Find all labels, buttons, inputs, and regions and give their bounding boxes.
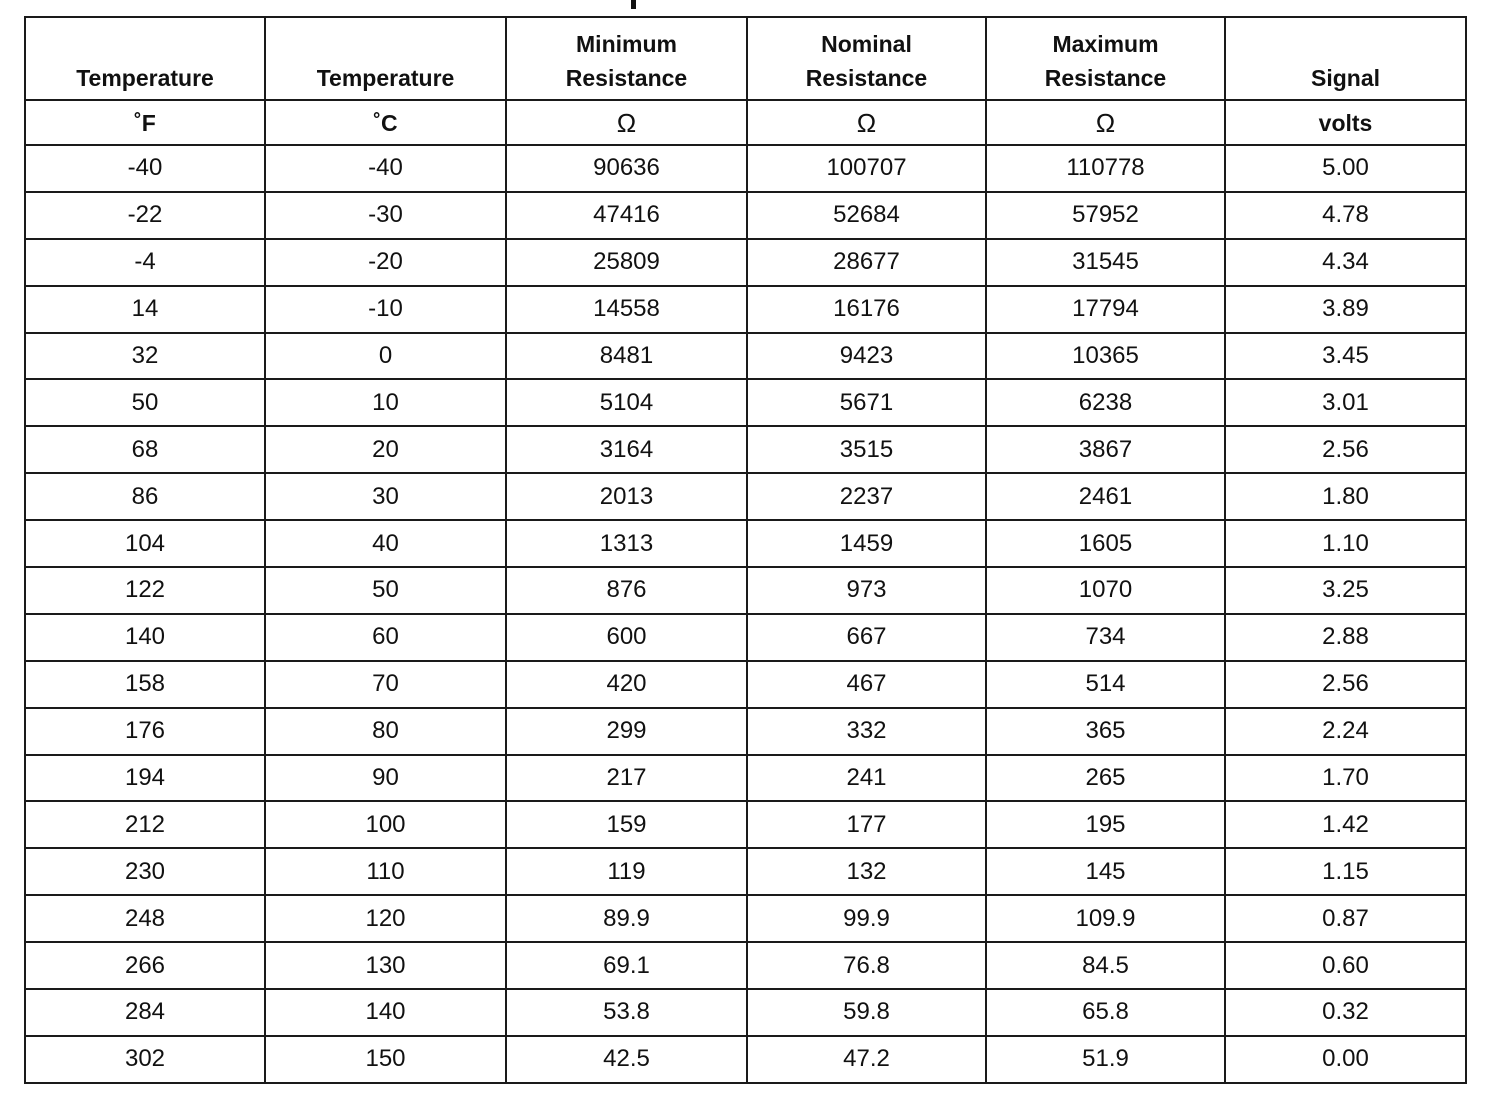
cell-max-resistance: 57952: [986, 192, 1225, 239]
cell-temp-f: 302: [25, 1036, 265, 1083]
cell-max-resistance: 1070: [986, 567, 1225, 614]
cell-temp-c: 0: [265, 333, 506, 380]
cell-signal-volts: 2.88: [1225, 614, 1466, 661]
cell-max-resistance: 51.9: [986, 1036, 1225, 1083]
cell-temp-f: 140: [25, 614, 265, 661]
table-row: [25, 614, 1466, 661]
cell-temp-c: 120: [265, 895, 506, 942]
cell-signal-volts: 1.15: [1225, 848, 1466, 895]
header-temperature-c: Temperature: [265, 17, 506, 100]
table-row: [25, 379, 1466, 426]
table-row: [25, 567, 1466, 614]
table-row: [25, 239, 1466, 286]
cell-signal-volts: 3.01: [1225, 379, 1466, 426]
cell-max-resistance: 2461: [986, 473, 1225, 520]
cell-temp-c: -10: [265, 286, 506, 333]
cell-temp-f: 212: [25, 801, 265, 848]
cell-min-resistance: 600: [506, 614, 747, 661]
cell-temp-c: 10: [265, 379, 506, 426]
cell-temp-f: 248: [25, 895, 265, 942]
cell-min-resistance: 42.5: [506, 1036, 747, 1083]
table-row: [25, 942, 1466, 989]
cell-temp-f: 194: [25, 755, 265, 802]
cell-nominal-resistance: 9423: [747, 333, 986, 380]
table-row: [25, 520, 1466, 567]
cell-min-resistance: 47416: [506, 192, 747, 239]
cell-max-resistance: 65.8: [986, 989, 1225, 1036]
cell-signal-volts: 0.87: [1225, 895, 1466, 942]
cell-min-resistance: 876: [506, 567, 747, 614]
header-maximum-resistance: Maximum Resistance: [986, 17, 1225, 100]
cell-temp-f: 176: [25, 708, 265, 755]
cell-temp-f: 14: [25, 286, 265, 333]
cell-temp-f: 230: [25, 848, 265, 895]
cell-temp-f: 104: [25, 520, 265, 567]
cell-signal-volts: 5.00: [1225, 145, 1466, 192]
cell-max-resistance: 17794: [986, 286, 1225, 333]
cell-temp-f: -22: [25, 192, 265, 239]
cell-temp-f: 50: [25, 379, 265, 426]
unit-ohm-max: Ω: [986, 100, 1225, 145]
unit-volts: volts: [1225, 100, 1466, 145]
cell-min-resistance: 3164: [506, 426, 747, 473]
cell-min-resistance: 90636: [506, 145, 747, 192]
cell-signal-volts: 2.56: [1225, 426, 1466, 473]
cell-max-resistance: 6238: [986, 379, 1225, 426]
cell-max-resistance: 145: [986, 848, 1225, 895]
cell-temp-c: 80: [265, 708, 506, 755]
cell-temp-f: 32: [25, 333, 265, 380]
cell-temp-c: 140: [265, 989, 506, 1036]
cell-min-resistance: 89.9: [506, 895, 747, 942]
cell-nominal-resistance: 241: [747, 755, 986, 802]
cell-max-resistance: 110778: [986, 145, 1225, 192]
header-signal: Signal: [1225, 17, 1466, 100]
cell-max-resistance: 195: [986, 801, 1225, 848]
cell-signal-volts: 2.24: [1225, 708, 1466, 755]
table-row: [25, 708, 1466, 755]
cell-max-resistance: 109.9: [986, 895, 1225, 942]
cell-signal-volts: 1.80: [1225, 473, 1466, 520]
table-body: [25, 145, 1466, 1083]
cell-min-resistance: 69.1: [506, 942, 747, 989]
cell-max-resistance: 365: [986, 708, 1225, 755]
cell-max-resistance: 734: [986, 614, 1225, 661]
cropped-title-fragment: [631, 0, 636, 9]
cell-min-resistance: 8481: [506, 333, 747, 380]
cell-temp-f: 86: [25, 473, 265, 520]
cell-nominal-resistance: 467: [747, 661, 986, 708]
cell-signal-volts: 0.00: [1225, 1036, 1466, 1083]
temperature-resistance-table: [24, 16, 1467, 1084]
cell-temp-f: -4: [25, 239, 265, 286]
table-row: [25, 1036, 1466, 1083]
cell-temp-c: 130: [265, 942, 506, 989]
cell-min-resistance: 2013: [506, 473, 747, 520]
unit-fahrenheit: ˚F: [25, 100, 265, 145]
table-row: [25, 895, 1466, 942]
cell-nominal-resistance: 332: [747, 708, 986, 755]
table-row: [25, 755, 1466, 802]
cell-signal-volts: 3.25: [1225, 567, 1466, 614]
header-temperature-f: Temperature: [25, 17, 265, 100]
cell-min-resistance: 159: [506, 801, 747, 848]
unit-ohm-min: Ω: [506, 100, 747, 145]
cell-min-resistance: 5104: [506, 379, 747, 426]
cell-min-resistance: 119: [506, 848, 747, 895]
cell-max-resistance: 1605: [986, 520, 1225, 567]
cell-temp-c: 70: [265, 661, 506, 708]
cell-nominal-resistance: 177: [747, 801, 986, 848]
cell-temp-c: 20: [265, 426, 506, 473]
header-nominal-resistance: Nominal Resistance: [747, 17, 986, 100]
cell-signal-volts: 3.45: [1225, 333, 1466, 380]
cell-min-resistance: 25809: [506, 239, 747, 286]
cell-nominal-resistance: 28677: [747, 239, 986, 286]
cell-nominal-resistance: 667: [747, 614, 986, 661]
table-row: [25, 473, 1466, 520]
unit-celsius: ˚C: [265, 100, 506, 145]
cell-min-resistance: 1313: [506, 520, 747, 567]
cell-min-resistance: 217: [506, 755, 747, 802]
cell-temp-c: -20: [265, 239, 506, 286]
cell-nominal-resistance: 5671: [747, 379, 986, 426]
cell-nominal-resistance: 132: [747, 848, 986, 895]
cell-temp-f: 158: [25, 661, 265, 708]
cell-temp-c: 30: [265, 473, 506, 520]
cell-nominal-resistance: 973: [747, 567, 986, 614]
table-row: [25, 989, 1466, 1036]
cell-nominal-resistance: 99.9: [747, 895, 986, 942]
cell-nominal-resistance: 100707: [747, 145, 986, 192]
table-row: [25, 333, 1466, 380]
cell-temp-c: 110: [265, 848, 506, 895]
cell-min-resistance: 53.8: [506, 989, 747, 1036]
cell-nominal-resistance: 2237: [747, 473, 986, 520]
header-row: [25, 17, 1466, 100]
cell-temp-c: -30: [265, 192, 506, 239]
table-row: [25, 848, 1466, 895]
table-row: [25, 286, 1466, 333]
cell-signal-volts: 1.42: [1225, 801, 1466, 848]
cell-min-resistance: 420: [506, 661, 747, 708]
cell-temp-c: 50: [265, 567, 506, 614]
header-minimum-resistance: Minimum Resistance: [506, 17, 747, 100]
cell-max-resistance: 3867: [986, 426, 1225, 473]
cell-max-resistance: 84.5: [986, 942, 1225, 989]
cell-max-resistance: 31545: [986, 239, 1225, 286]
cell-temp-c: -40: [265, 145, 506, 192]
cell-signal-volts: 1.70: [1225, 755, 1466, 802]
table-row: [25, 801, 1466, 848]
cell-nominal-resistance: 59.8: [747, 989, 986, 1036]
unit-ohm-nominal: Ω: [747, 100, 986, 145]
cell-temp-c: 100: [265, 801, 506, 848]
cell-nominal-resistance: 16176: [747, 286, 986, 333]
cell-nominal-resistance: 47.2: [747, 1036, 986, 1083]
cell-nominal-resistance: 76.8: [747, 942, 986, 989]
table-row: [25, 426, 1466, 473]
unit-row: [25, 100, 1466, 145]
cell-signal-volts: 0.32: [1225, 989, 1466, 1036]
cell-nominal-resistance: 1459: [747, 520, 986, 567]
cell-min-resistance: 14558: [506, 286, 747, 333]
cell-nominal-resistance: 3515: [747, 426, 986, 473]
cell-temp-f: 122: [25, 567, 265, 614]
cell-temp-c: 90: [265, 755, 506, 802]
cell-temp-f: 284: [25, 989, 265, 1036]
cell-max-resistance: 10365: [986, 333, 1225, 380]
cell-signal-volts: 4.78: [1225, 192, 1466, 239]
cell-signal-volts: 0.60: [1225, 942, 1466, 989]
table-row: [25, 145, 1466, 192]
cell-temp-c: 40: [265, 520, 506, 567]
cell-signal-volts: 2.56: [1225, 661, 1466, 708]
table-row: [25, 661, 1466, 708]
cell-temp-f: 266: [25, 942, 265, 989]
cell-temp-c: 150: [265, 1036, 506, 1083]
cell-temp-f: -40: [25, 145, 265, 192]
cell-nominal-resistance: 52684: [747, 192, 986, 239]
cell-max-resistance: 265: [986, 755, 1225, 802]
table-row: [25, 192, 1466, 239]
cell-signal-volts: 3.89: [1225, 286, 1466, 333]
cell-signal-volts: 1.10: [1225, 520, 1466, 567]
cell-min-resistance: 299: [506, 708, 747, 755]
cell-temp-f: 68: [25, 426, 265, 473]
cell-signal-volts: 4.34: [1225, 239, 1466, 286]
cell-temp-c: 60: [265, 614, 506, 661]
cell-max-resistance: 514: [986, 661, 1225, 708]
